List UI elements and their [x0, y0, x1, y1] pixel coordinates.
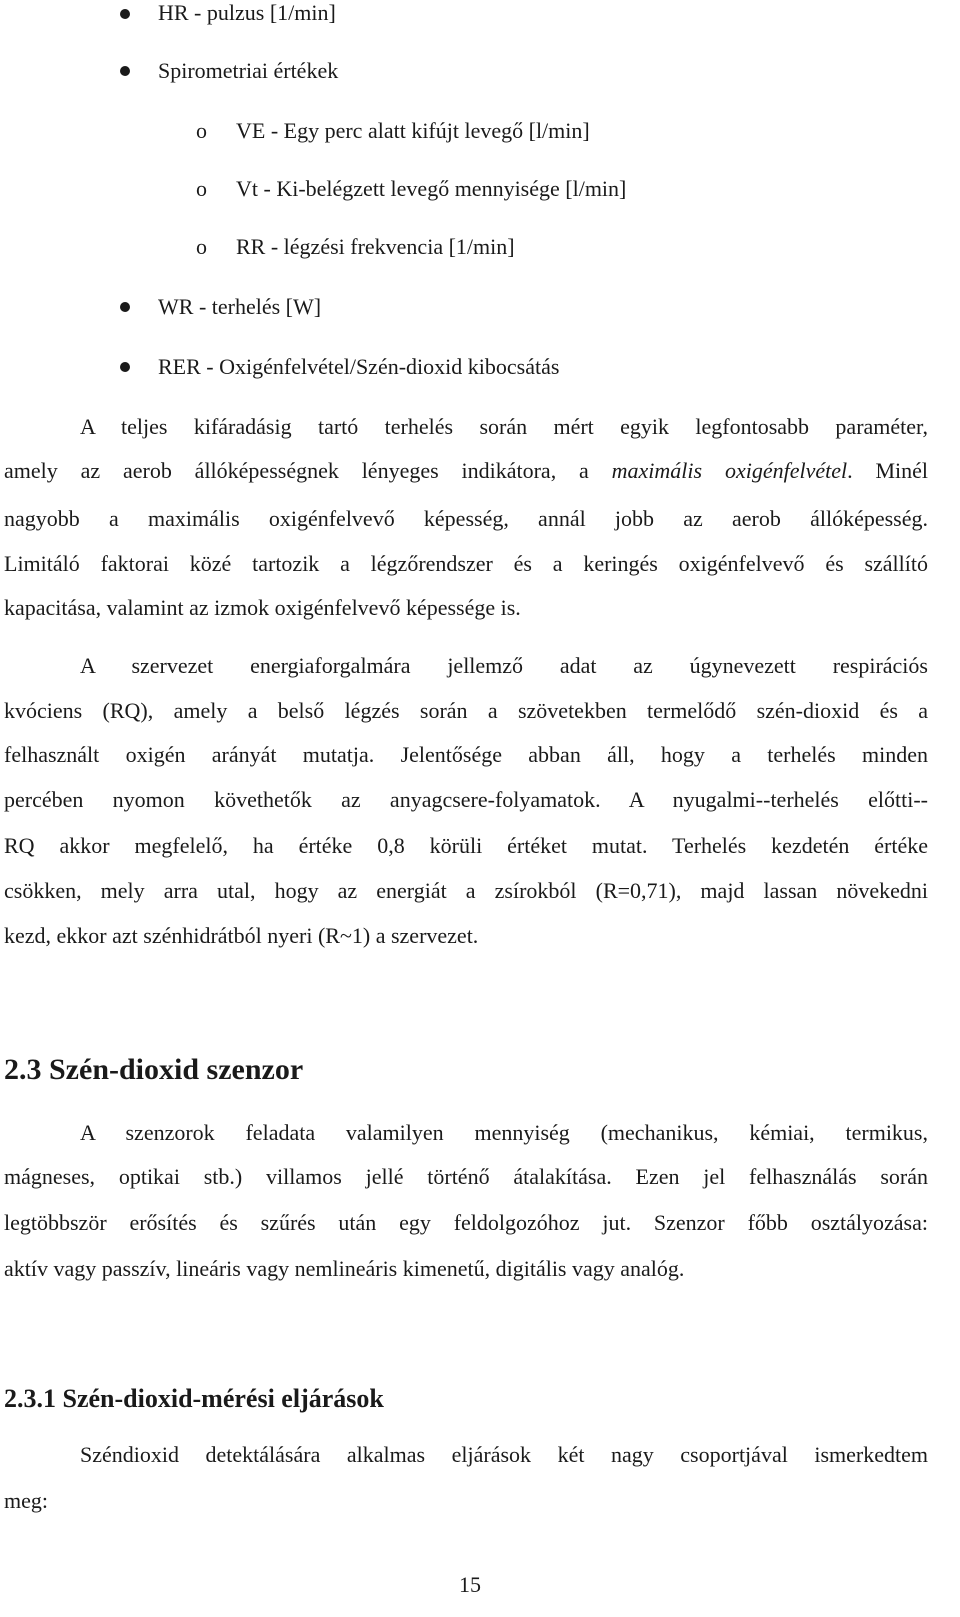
sub-bullet-marker: o — [196, 118, 207, 143]
paragraph-line: kezd, ekkor azt szénhidrátból nyeri (R~1) a szervezet. — [4, 923, 479, 948]
paragraph-line: csökken, mely arra utal, hogy az energiát a zsírokból (R=0,71), majd lassan növekedni — [4, 878, 928, 903]
paragraph-line: A szenzorok feladata valamilyen mennyiség (mechanikus, kémiai, termikus, — [80, 1120, 928, 1145]
text-run: . Minél — [847, 458, 928, 483]
sub-bullet-marker: o — [196, 176, 207, 201]
subsection-heading: 2.3.1 Szén-dioxid-mérési eljárások — [4, 1384, 384, 1413]
emphasis-text: maximális oxigénfelvétel — [611, 458, 848, 483]
paragraph-line: RQ akkor megfelelő, ha értéke 0,8 körüli értéket mutat. Terhelés kezdetén értéke — [4, 833, 928, 858]
paragraph-line — [4, 458, 928, 484]
bullet-icon — [120, 362, 130, 372]
paragraph-line: percében nyomon követhetők az anyagcsere-folyamatok. A nyugalmi--terhelés előtti-- — [4, 787, 928, 812]
paragraph-line: legtöbbször erősítés és szűrés után egy feldolgozóhoz jut. Szenzor főbb osztályozása: — [4, 1210, 928, 1235]
text-run: amely az aerob állóképességnek lényeges indikátora, a — [4, 458, 612, 483]
paragraph-line: A szervezet energiaforgalmára jellemző adat az úgynevezett respirációs — [80, 653, 928, 678]
paragraph-line: felhasznált oxigén arányát mutatja. Jelentősége abban áll, hogy a terhelés minden — [4, 742, 928, 767]
sub-list-item: RR - légzési frekvencia [1/min] — [236, 234, 515, 259]
list-item: HR - pulzus [1/min] — [158, 0, 336, 25]
bullet-icon — [120, 66, 130, 76]
paragraph-line: nagyobb a maximális oxigénfelvevő képesség, annál jobb az aerob állóképesség. — [4, 506, 928, 531]
list-item: Spirometriai értékek — [158, 58, 339, 83]
sub-list-item: VE - Egy perc alatt kifújt levegő [l/min] — [236, 118, 590, 143]
paragraph-line: kvóciens (RQ), amely a belső légzés során a szövetekben termelődő szén-dioxid és a — [4, 698, 928, 723]
paragraph-line: Limitáló faktorai közé tartozik a légzőrendszer és a keringés oxigénfelvevő és szállító — [4, 551, 928, 576]
paragraph-line: kapacitása, valamint az izmok oxigénfelvevő képessége is. — [4, 595, 521, 620]
paragraph-line: mágneses, optikai stb.) villamos jellé történő átalakítása. Ezen jel felhasználás során — [4, 1164, 928, 1189]
bullet-icon — [120, 9, 130, 19]
paragraph-line: Széndioxid detektálására alkalmas eljárások két nagy csoportjával ismerkedtem — [80, 1442, 928, 1467]
page-number: 15 — [459, 1572, 481, 1597]
paragraph-line: meg: — [4, 1488, 48, 1513]
section-heading: 2.3 Szén-dioxid szenzor — [4, 1053, 304, 1086]
paragraph-line: aktív vagy passzív, lineáris vagy nemlineáris kimenetű, digitális vagy analóg. — [4, 1256, 685, 1281]
paragraph-line: A teljes kifáradásig tartó terhelés során mért egyik legfontosabb paraméter, — [80, 414, 928, 439]
bullet-icon — [120, 302, 130, 312]
sub-list-item: Vt - Ki-belégzett levegő mennyisége [l/min] — [236, 176, 627, 201]
list-item: WR - terhelés [W] — [158, 294, 322, 319]
sub-bullet-marker: o — [196, 234, 207, 259]
list-item: RER - Oxigénfelvétel/Szén-dioxid kibocsátás — [158, 354, 560, 379]
